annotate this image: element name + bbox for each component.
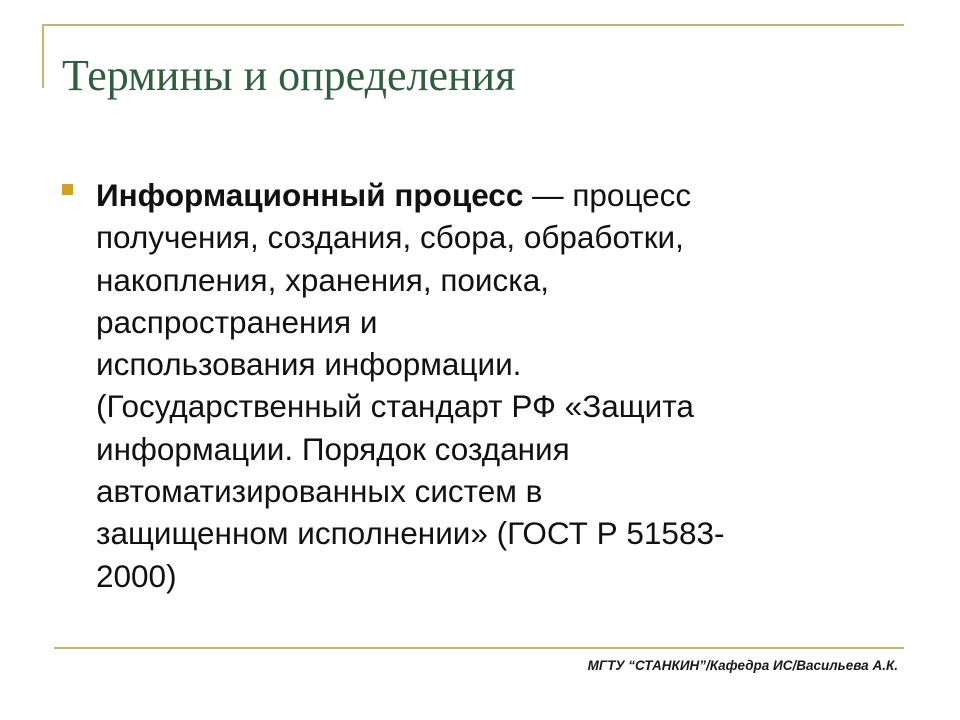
footer-credit: МГТУ “СТАНКИН”/Кафедра ИС/Васильева А.К. [587,658,898,673]
definition-text-line: получения, создания, сбора, обработки, [96,219,684,256]
title-frame-top-rule [42,24,904,26]
definition-text-line: — процесс [523,177,692,213]
definition-text-line: (Государственный стандарт РФ «Защита [96,388,694,425]
definition-text-line: 2000) [96,557,177,594]
definition-text-line: информации. Порядок создания [96,430,570,467]
definition-text-line: защищенном исполнении» (ГОСТ Р 51583- [96,515,725,552]
square-bullet-icon [62,184,73,195]
definition-line-1 [96,174,862,216]
definition-bullet [62,174,862,597]
slide-body [62,174,862,597]
footer-rule [54,647,904,649]
definition-text-line: использования информации. [96,346,522,383]
definition-text-line: накопления, хранения, поиска, [96,261,549,298]
title-frame-left-rule [42,24,44,88]
definition-text-line: автоматизированных систем в [96,473,543,510]
slide-title: Термины и определения [62,51,516,100]
definition-text-line: распространения и [96,303,378,340]
defined-term: Информационный процесс [96,177,524,213]
